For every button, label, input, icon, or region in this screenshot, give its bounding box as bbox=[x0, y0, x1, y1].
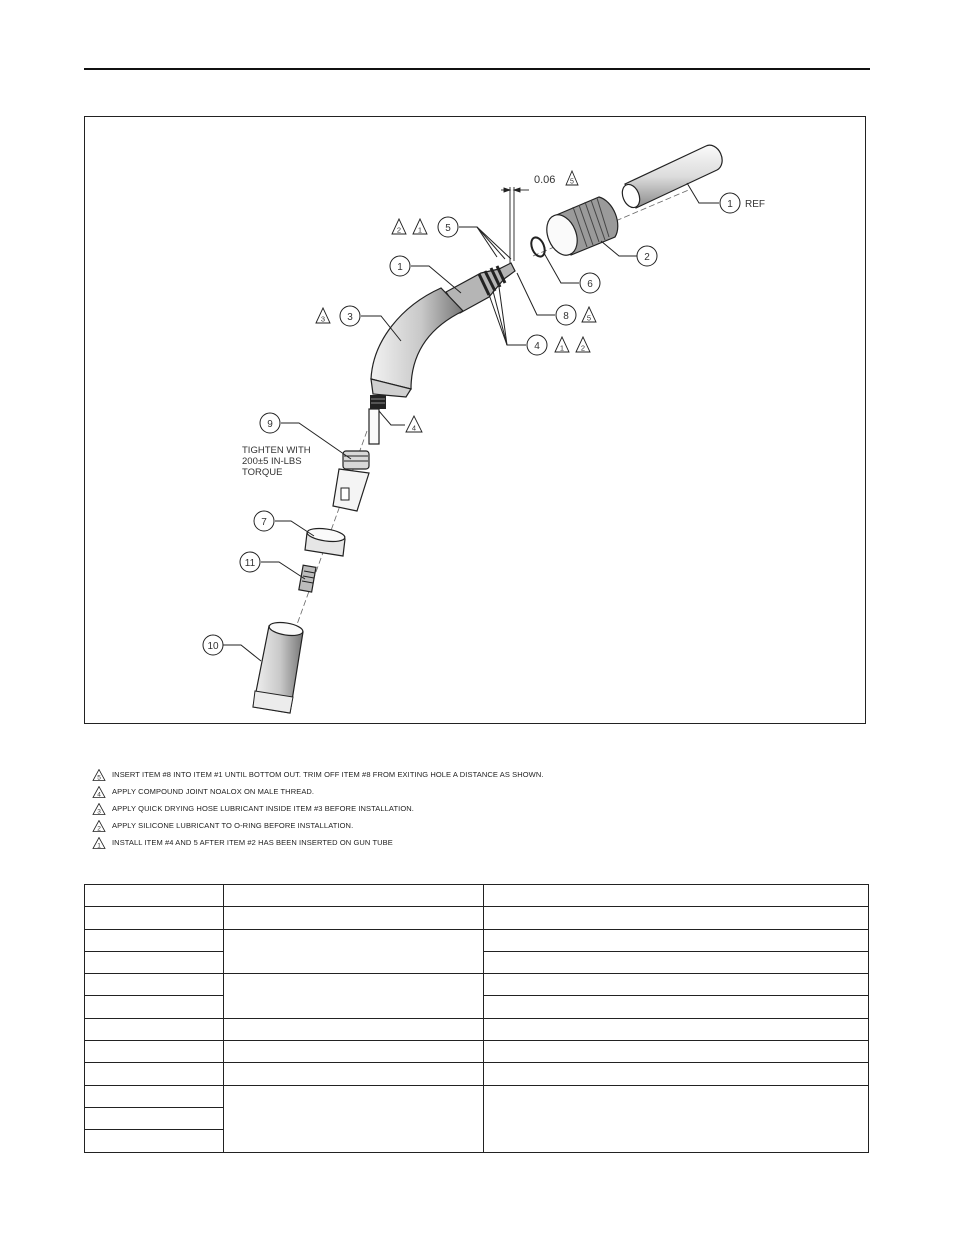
table-cell bbox=[85, 1063, 224, 1085]
svg-text:4: 4 bbox=[534, 341, 540, 352]
table-row bbox=[85, 907, 869, 929]
exploded-view-svg bbox=[85, 117, 867, 725]
table-row bbox=[85, 1041, 869, 1063]
table-cell bbox=[484, 1063, 869, 1085]
nozzle-part bbox=[253, 620, 304, 713]
knurled-nut-part bbox=[541, 197, 618, 260]
triangle-flag-icon bbox=[92, 769, 106, 781]
callout-item-9 bbox=[260, 413, 280, 433]
callout-item-1-ref bbox=[720, 193, 765, 213]
note-text: APPLY SILICONE LUBRICANT TO O-RING BEFORE INSTALLATION. bbox=[112, 821, 354, 830]
callout-item-2 bbox=[637, 246, 657, 266]
svg-text:2: 2 bbox=[580, 343, 586, 353]
table-cell bbox=[85, 929, 224, 951]
table-cell bbox=[224, 885, 484, 907]
callout-item-6 bbox=[580, 273, 600, 293]
table-row bbox=[85, 1018, 869, 1040]
table-cell bbox=[85, 1085, 224, 1107]
table-cell bbox=[224, 1063, 484, 1085]
callout-item-7 bbox=[254, 511, 274, 531]
table-cell bbox=[224, 1041, 484, 1063]
note-text: INSTALL ITEM #4 AND 5 AFTER ITEM #2 HAS BEEN INSERTED ON GUN TUBE bbox=[112, 838, 393, 847]
svg-text:REF: REF bbox=[745, 199, 765, 210]
contact-tip-part bbox=[299, 565, 316, 592]
svg-text:2: 2 bbox=[97, 824, 101, 832]
callout-item-1 bbox=[390, 256, 410, 276]
table-cell bbox=[85, 885, 224, 907]
svg-text:TORQUE: TORQUE bbox=[242, 467, 283, 478]
assembly-notes bbox=[92, 766, 792, 851]
table-cell bbox=[85, 907, 224, 929]
callout-item-10 bbox=[203, 635, 223, 655]
table-row bbox=[85, 1063, 869, 1085]
svg-text:1: 1 bbox=[97, 841, 101, 849]
table-cell bbox=[224, 1018, 484, 1040]
table-cell bbox=[224, 929, 484, 974]
svg-text:TIGHTEN WITH: TIGHTEN WITH bbox=[242, 445, 311, 456]
dimension-value: 0.06 bbox=[534, 174, 556, 186]
table-cell bbox=[224, 907, 484, 929]
note-4 bbox=[92, 783, 792, 800]
svg-text:8: 8 bbox=[563, 311, 569, 322]
triangle-flag-icon bbox=[92, 803, 106, 815]
table-cell bbox=[85, 996, 224, 1018]
note-text: APPLY QUICK DRYING HOSE LUBRICANT INSIDE ITEM #3 BEFORE INSTALLATION. bbox=[112, 804, 414, 813]
table-cell bbox=[484, 907, 869, 929]
gun-tube-part bbox=[369, 263, 515, 444]
table-cell bbox=[484, 1041, 869, 1063]
svg-text:1: 1 bbox=[397, 262, 403, 273]
callout-item-4 bbox=[527, 335, 590, 355]
callout-item-11 bbox=[240, 552, 260, 572]
svg-text:2: 2 bbox=[396, 225, 402, 235]
table-cell bbox=[484, 974, 869, 996]
table-cell bbox=[85, 1041, 224, 1063]
dimension-lines bbox=[501, 187, 529, 263]
svg-text:4: 4 bbox=[97, 790, 101, 798]
table-cell bbox=[484, 1018, 869, 1040]
table-cell bbox=[484, 996, 869, 1018]
callout-item-5 bbox=[392, 217, 458, 237]
table-cell bbox=[85, 1107, 224, 1129]
callout-item-3 bbox=[316, 306, 360, 326]
o-ring-part bbox=[529, 235, 548, 258]
svg-text:10: 10 bbox=[207, 641, 219, 652]
header-rule bbox=[84, 68, 870, 70]
note-5 bbox=[92, 766, 792, 783]
triangle-flag-icon bbox=[92, 837, 106, 849]
svg-text:1: 1 bbox=[417, 225, 423, 235]
note-1 bbox=[92, 834, 792, 851]
svg-text:5: 5 bbox=[586, 313, 592, 323]
svg-text:1: 1 bbox=[559, 343, 565, 353]
table-row bbox=[85, 974, 869, 996]
svg-text:4: 4 bbox=[411, 423, 417, 433]
table-cell bbox=[85, 951, 224, 973]
table-cell bbox=[85, 1130, 224, 1152]
table-cell bbox=[85, 974, 224, 996]
svg-text:3: 3 bbox=[97, 807, 101, 815]
note-text: APPLY COMPOUND JOINT NOALOX ON MALE THREAD. bbox=[112, 787, 315, 796]
dimension-flag bbox=[566, 171, 578, 186]
table-cell bbox=[85, 1018, 224, 1040]
table-row bbox=[85, 929, 869, 951]
callout-thread-flag-4 bbox=[406, 416, 422, 433]
table-cell bbox=[484, 1085, 869, 1152]
table-row bbox=[85, 885, 869, 907]
diffuser-part bbox=[333, 451, 369, 511]
parts-list-table bbox=[84, 884, 869, 1153]
svg-text:3: 3 bbox=[347, 312, 353, 323]
triangle-flag-icon bbox=[92, 820, 106, 832]
table-cell bbox=[224, 1085, 484, 1152]
note-text: INSERT ITEM #8 INTO ITEM #1 UNTIL BOTTOM OUT. TRIM OFF ITEM #8 FROM EXITING HOLE A DISTANCE AS SHOWN. bbox=[112, 770, 544, 779]
svg-text:1: 1 bbox=[727, 199, 733, 210]
svg-text:6: 6 bbox=[587, 279, 593, 290]
svg-text:7: 7 bbox=[261, 517, 267, 528]
table-cell bbox=[224, 974, 484, 1019]
svg-text:200±5 IN-LBS: 200±5 IN-LBS bbox=[242, 456, 302, 467]
tube-ref-part bbox=[619, 145, 722, 210]
svg-text:9: 9 bbox=[267, 419, 273, 430]
table-cell bbox=[484, 885, 869, 907]
svg-text:3: 3 bbox=[320, 314, 326, 324]
svg-text:5: 5 bbox=[445, 223, 451, 234]
torque-note bbox=[242, 445, 311, 478]
table-row bbox=[85, 1085, 869, 1107]
table-cell bbox=[484, 951, 869, 973]
note-3 bbox=[92, 800, 792, 817]
note-2 bbox=[92, 817, 792, 834]
callout-item-8 bbox=[556, 305, 596, 325]
insulator-part bbox=[305, 526, 346, 556]
svg-text:11: 11 bbox=[244, 558, 256, 569]
svg-text:5: 5 bbox=[570, 178, 574, 186]
table-cell bbox=[484, 929, 869, 951]
svg-text:5: 5 bbox=[97, 773, 101, 781]
assembly-drawing bbox=[84, 116, 866, 724]
svg-text:2: 2 bbox=[644, 252, 650, 263]
triangle-flag-icon bbox=[92, 786, 106, 798]
